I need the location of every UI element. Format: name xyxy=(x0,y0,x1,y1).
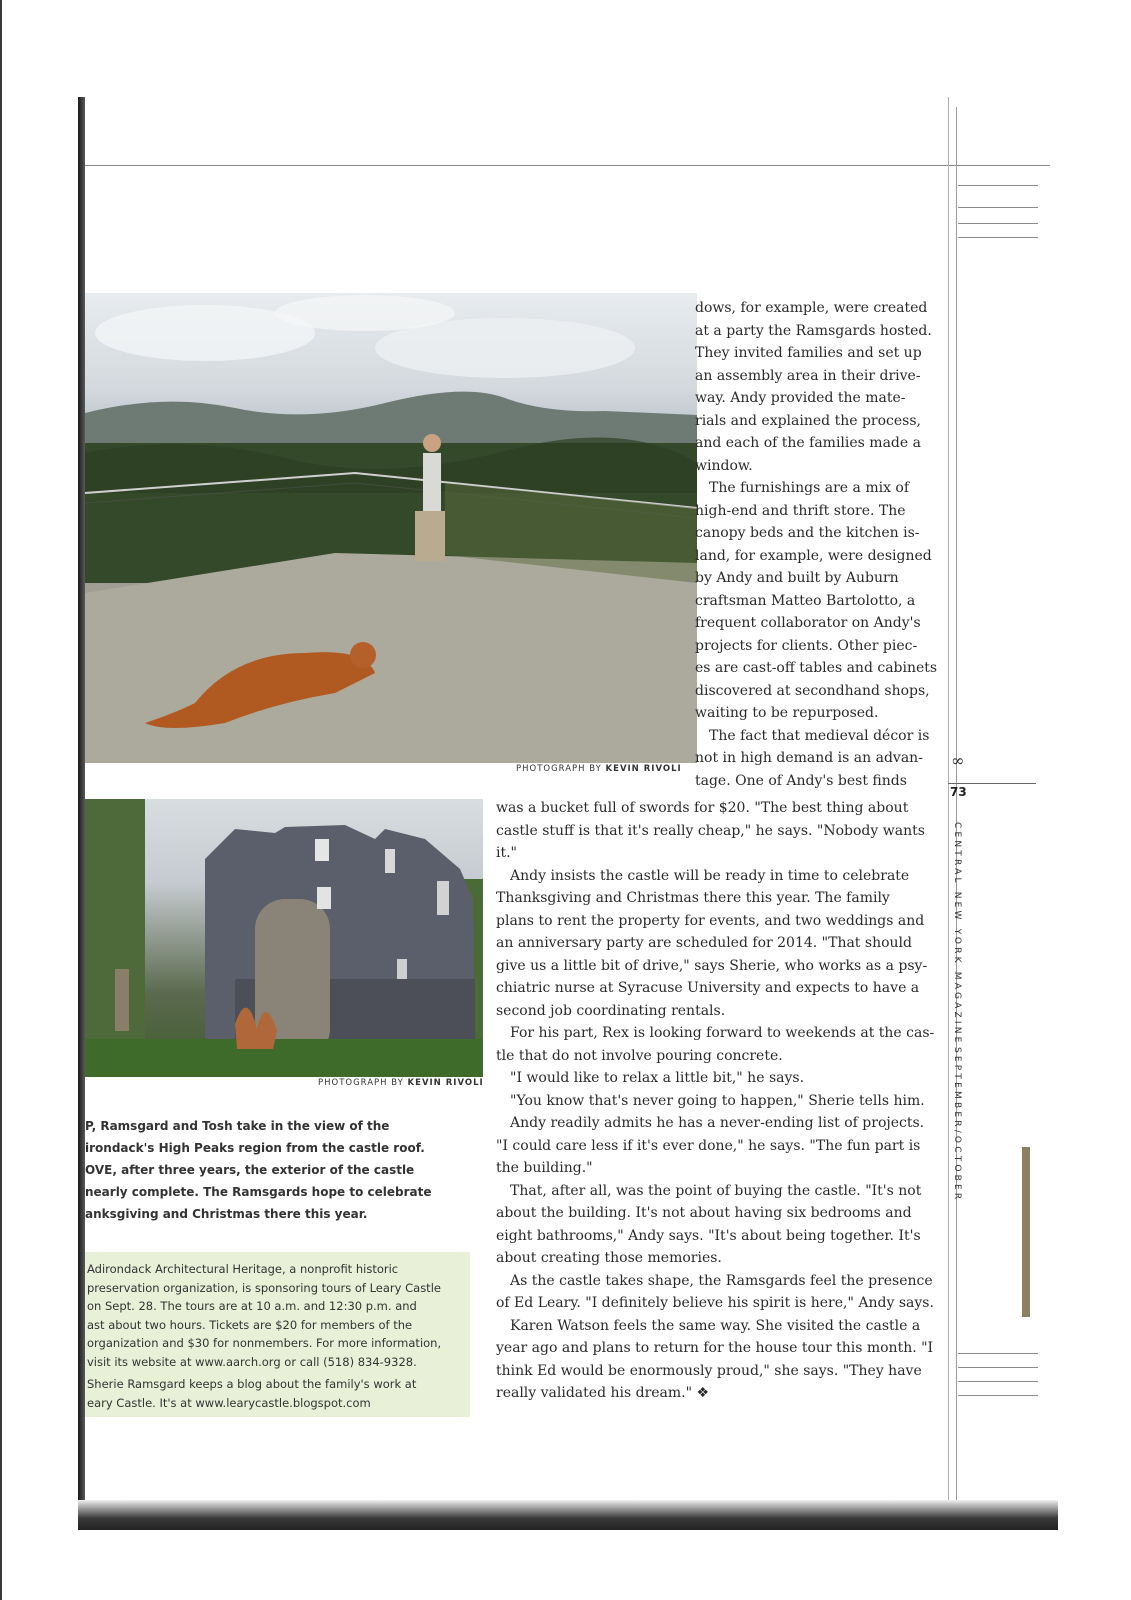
article-line: way. Andy provided the mate- xyxy=(695,390,906,406)
article-line: plans to rent the property for events, and two weddings and xyxy=(496,912,925,929)
article-line: of Ed Leary. "I definitely believe his spirit is here," Andy says. xyxy=(496,1295,934,1311)
article-line: "I would like to relax a little bit," he says. xyxy=(510,1070,805,1086)
article-line: chiatric nurse at Syracuse University and expects to have a xyxy=(496,980,920,996)
photo1-credit xyxy=(516,764,682,774)
article-line: an assembly area in their drive- xyxy=(695,367,921,384)
article-line: Andy insists the castle will be ready in time to celebrate xyxy=(510,867,910,884)
article-line: projects for clients. Other piec- xyxy=(695,637,918,654)
article-line: "I could care less if it's ever done," he says. "The fun part is xyxy=(496,1137,921,1154)
margin-tick xyxy=(958,223,1038,224)
margin-tick xyxy=(958,237,1038,238)
article-line: at a party the Ramsgards hosted. xyxy=(695,322,932,339)
article-line: As the castle takes shape, the Ramsgards feel the presence xyxy=(510,1272,933,1289)
article-line: dows, for example, were created xyxy=(695,300,928,316)
article-line: es are cast-off tables and cabinets xyxy=(695,660,938,676)
margin-rule xyxy=(956,107,957,1507)
article-line: and each of the families made a xyxy=(695,435,921,451)
folio-rule xyxy=(948,783,1036,784)
article-line: discovered at secondhand shops, xyxy=(695,682,930,699)
photo2-credit-prefix: PHOTOGRAPH BY xyxy=(318,1078,408,1088)
photo2-credit xyxy=(318,1078,484,1088)
page-left-shadow xyxy=(78,97,85,1525)
article-line: The fact that medieval décor is xyxy=(709,727,930,744)
page-bottom-shadow xyxy=(78,1500,1058,1530)
sidebar-line: Sherie Ramsgard keeps a blog about the family's work at xyxy=(87,1377,417,1391)
article-line: waiting to be repurposed. xyxy=(695,705,879,721)
article-line: about the building. It's not about having six bedrooms and xyxy=(496,1205,912,1221)
castle-exterior-photo xyxy=(85,799,483,1077)
magazine-name: CENTRAL NEW YORK MAGAZINE xyxy=(952,822,962,1046)
sidebar-line: on Sept. 28. The tours are at 10 a.m. and 12:30 p.m. and xyxy=(87,1299,417,1313)
sidebar-line: Adirondack Architectural Heritage, a nonprofit historic xyxy=(87,1262,399,1276)
article-line: Karen Watson feels the same way. She visited the castle a xyxy=(510,1317,921,1334)
rooftop-view-photo xyxy=(85,293,697,763)
margin-tick xyxy=(958,185,1038,186)
photo2-credit-name: KEVIN RIVOLI xyxy=(407,1078,484,1088)
margin-tick xyxy=(958,1353,1038,1354)
tour-info-box xyxy=(85,1252,470,1417)
article-line: eight bathrooms," Andy says. "It's about being together. It's xyxy=(496,1227,921,1244)
castle-exterior-illustration xyxy=(85,799,483,1077)
article-line: year ago and plans to return for the house tour this month. "I xyxy=(496,1340,934,1356)
article-line: it." xyxy=(496,845,517,861)
article-line: window. xyxy=(695,457,753,474)
article-line: craftsman Matteo Bartolotto, a xyxy=(695,592,916,609)
margin-tick xyxy=(958,1367,1038,1368)
caption-line: anksgiving and Christmas there this year. xyxy=(85,1207,368,1221)
article-line: tle that do not involve pouring concrete. xyxy=(496,1047,783,1064)
rooftop-view-illustration xyxy=(85,293,697,763)
scan-edge xyxy=(0,0,2,1600)
article-line: really validated his dream." ❖ xyxy=(496,1385,710,1401)
issue-label: SEPTEMBER/OCTOBER xyxy=(952,1047,962,1203)
article-line: the building." xyxy=(496,1160,593,1176)
article-line: That, after all, was the point of buying the castle. "It's not xyxy=(510,1182,922,1199)
article-line: second job coordinating rentals. xyxy=(496,1002,726,1019)
article-line: rials and explained the process, xyxy=(695,412,921,429)
margin-tick xyxy=(958,1395,1038,1396)
article-line: was a bucket full of swords for $20. "The best thing about xyxy=(496,800,909,816)
caption-line: OVE, after three years, the exterior of the castle xyxy=(85,1163,415,1177)
article-line: canopy beds and the kitchen is- xyxy=(695,525,920,541)
article-line: castle stuff is that it's really cheap," he says. "Nobody wants xyxy=(496,822,925,839)
photo-caption xyxy=(85,1115,432,1225)
article-line: by Andy and built by Auburn xyxy=(695,570,899,586)
article-line: land, for example, were designed xyxy=(695,547,932,564)
ornament-icon: ∞ xyxy=(951,751,965,770)
article-line: "You know that's never going to happen," Sherie tells him. xyxy=(510,1092,925,1109)
article-line: The furnishings are a mix of xyxy=(709,480,910,496)
sidebar-line: eary Castle. It's at www.learycastle.blogspot.com xyxy=(87,1395,371,1410)
sidebar-line: ast about two hours. Tickets are $20 for members of the xyxy=(87,1317,413,1332)
margin-rule-inner xyxy=(948,97,949,1507)
sidebar-line: organization and $30 for nonmembers. For more information, xyxy=(87,1336,442,1350)
margin-tick xyxy=(958,1381,1038,1382)
article-line: give us a little bit of drive," says Sherie, who works as a psy- xyxy=(496,957,928,974)
article-line: an anniversary party are scheduled for 2014. "That should xyxy=(496,935,912,951)
photo1-credit-name: KEVIN RIVOLI xyxy=(605,764,682,774)
caption-line: irondack's High Peaks region from the castle roof. xyxy=(85,1141,425,1155)
magazine-page xyxy=(78,97,1058,1525)
page-number: 73 xyxy=(950,785,967,799)
article-line: think Ed would be enormously proud," she says. "They have xyxy=(496,1362,922,1379)
photo1-credit-prefix: PHOTOGRAPH BY xyxy=(516,764,606,774)
sidebar-line: preservation organization, is sponsoring tours of Leary Castle xyxy=(87,1280,441,1295)
article-line: Andy readily admits he has a never-ending list of projects. xyxy=(510,1115,925,1131)
article-line: high-end and thrift store. The xyxy=(695,502,906,519)
article-line: about creating those memories. xyxy=(496,1250,722,1266)
article-line: not in high demand is an advan- xyxy=(695,750,923,766)
article-right-column xyxy=(695,297,938,792)
article-main-column xyxy=(496,797,935,1405)
article-line: They invited families and set up xyxy=(695,345,922,361)
top-rule xyxy=(85,165,1050,166)
margin-tick xyxy=(958,207,1038,208)
article-line: tage. One of Andy's best finds xyxy=(695,772,907,789)
article-line: For his part, Rex is looking forward to weekends at the cas- xyxy=(510,1025,935,1041)
article-line: Thanksgiving and Christmas there this year. The family xyxy=(496,890,890,906)
sidebar-line: visit its website at www.aarch.org or call (518) 834-9328. xyxy=(87,1354,417,1369)
article-line: frequent collaborator on Andy's xyxy=(695,615,921,631)
caption-line: nearly complete. The Ramsgards hope to celebrate xyxy=(85,1185,432,1199)
adjacent-page-strip xyxy=(1022,1147,1030,1317)
caption-line: P, Ramsgard and Tosh take in the view of the xyxy=(85,1119,390,1133)
